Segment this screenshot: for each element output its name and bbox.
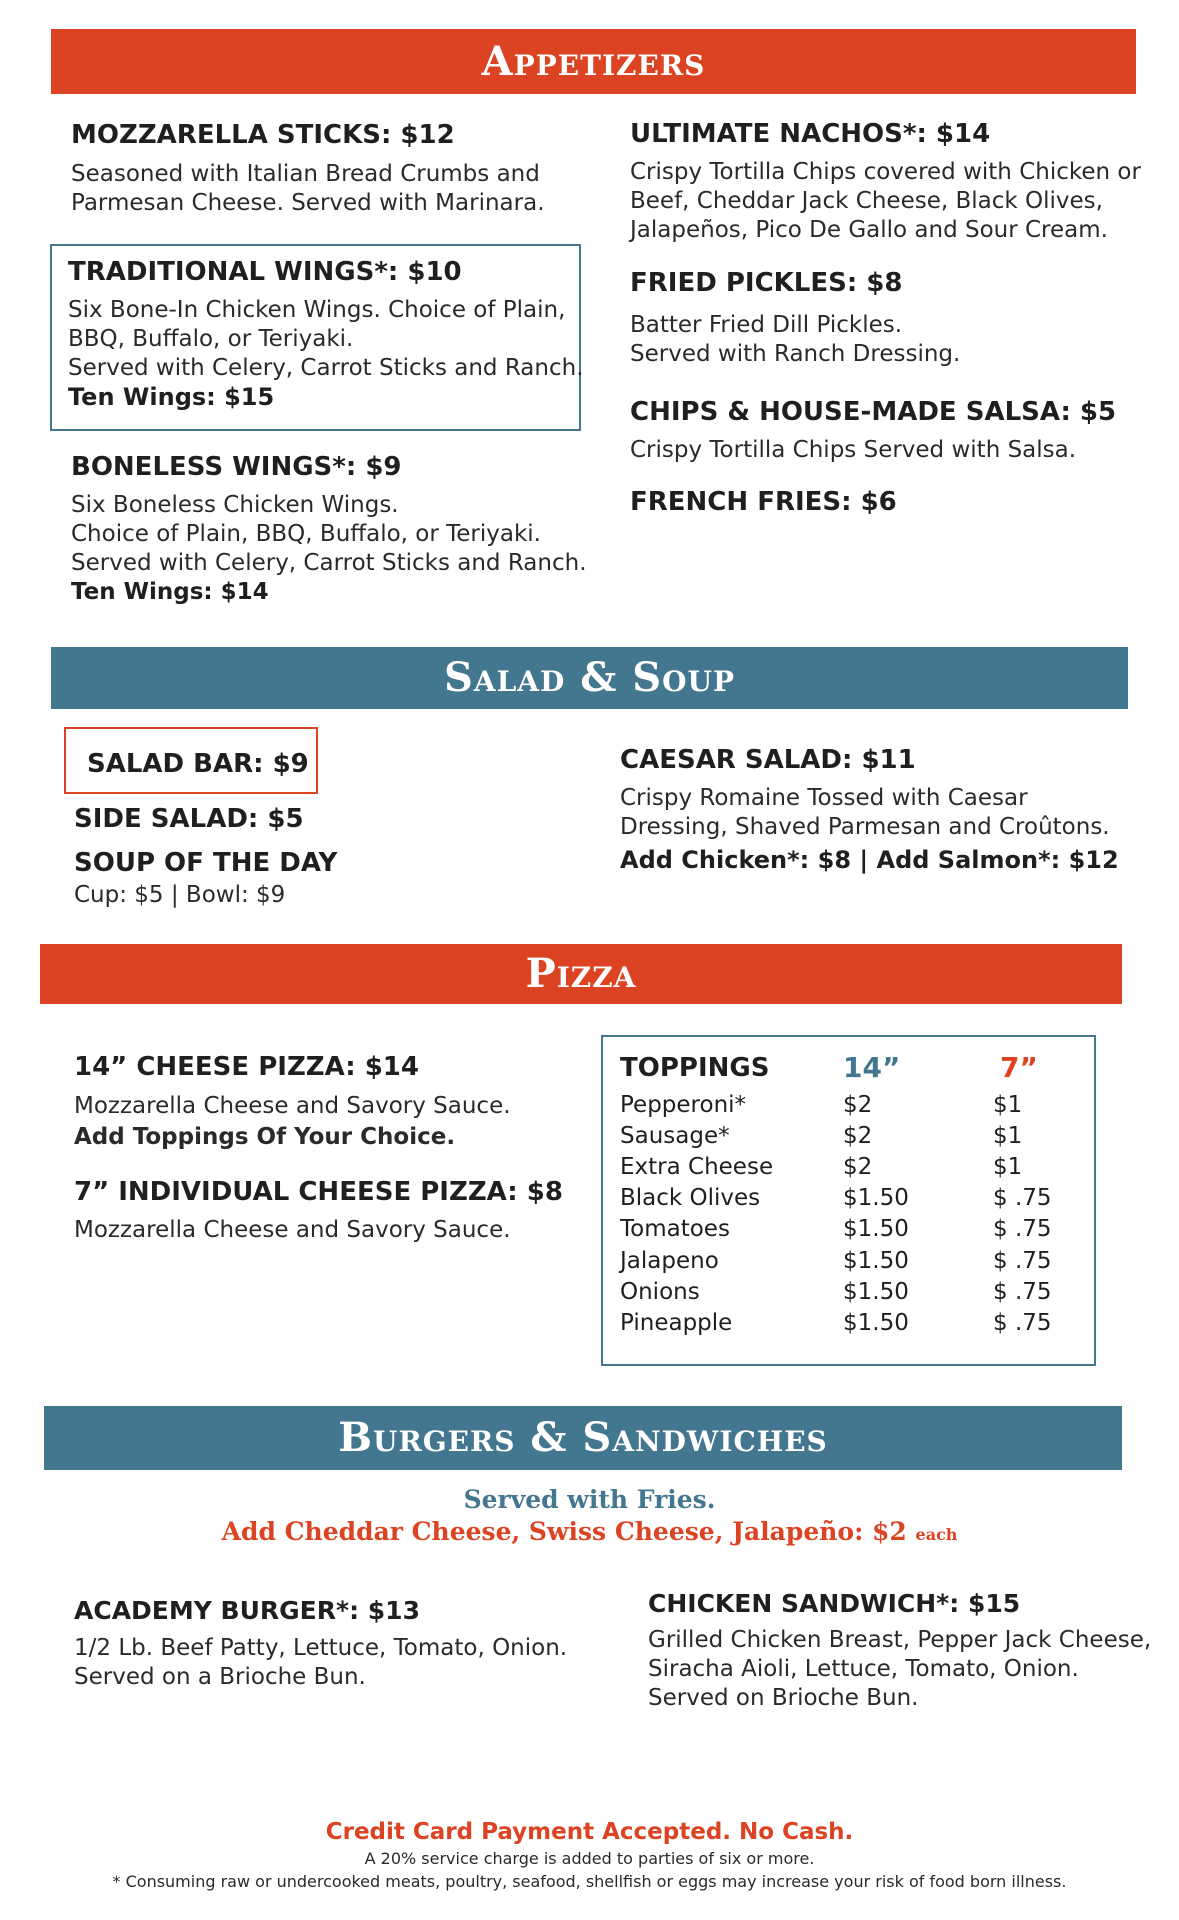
topping-name: Jalapeno	[620, 1248, 719, 1274]
topping-name: Black Olives	[620, 1185, 761, 1211]
cheese7-desc	[74, 1216, 511, 1245]
trad-wings-extra: Ten Wings: $15	[68, 383, 275, 411]
soup-title: SOUP OF THE DAY	[74, 848, 338, 878]
topping-name: Sausage*	[620, 1123, 730, 1149]
mozzarella-title: MOZZARELLA STICKS: $12	[71, 120, 455, 150]
payment-note: Credit Card Payment Accepted. No Cash.	[325, 1819, 854, 1845]
desc-line: Served on Brioche Bun.	[648, 1685, 919, 1711]
nachos-title: ULTIMATE NACHOS*: $14	[630, 119, 991, 149]
topping-name: Tomatoes	[620, 1216, 730, 1242]
mozzarella-desc	[71, 160, 545, 218]
chicken-title: CHICKEN SANDWICH*: $15	[648, 1589, 1021, 1618]
toppings-col-14: 14”	[843, 1051, 901, 1084]
salad-bar-title: SALAD BAR: $9	[87, 749, 309, 779]
topping-name: Extra Cheese	[620, 1154, 774, 1180]
academy-desc	[74, 1634, 567, 1692]
topping-price-14: $2	[843, 1123, 873, 1149]
desc-line: Crispy Tortilla Chips Served with Salsa.	[630, 437, 1077, 463]
topping-price-7: $1	[993, 1154, 1023, 1180]
topping-price-7: $ .75	[993, 1185, 1052, 1211]
desc-line: Parmesan Cheese. Served with Marinara.	[71, 190, 545, 216]
topping-price-14: $1.50	[843, 1185, 909, 1211]
topping-price-7: $ .75	[993, 1279, 1052, 1305]
boneless-extra: Ten Wings: $14	[71, 579, 269, 605]
topping-price-7: $ .75	[993, 1216, 1052, 1242]
burgers-heading: Burgers & Sandwiches	[338, 1414, 828, 1461]
topping-price-7: $1	[993, 1092, 1023, 1118]
desc-line: Grilled Chicken Breast, Pepper Jack Cheese,	[648, 1627, 1152, 1653]
desc-line: Six Bone-In Chicken Wings. Choice of Plain,	[68, 297, 566, 323]
desc-line: Beef, Cheddar Jack Cheese, Black Olives,	[630, 188, 1103, 214]
desc-line: Batter Fried Dill Pickles.	[630, 312, 903, 338]
chips-desc	[630, 436, 1076, 465]
desc-line: BBQ, Buffalo, or Teriyaki.	[68, 326, 354, 352]
boneless-desc	[71, 491, 587, 607]
side-salad-title: SIDE SALAD: $5	[74, 804, 304, 834]
desc-line: Served with Celery, Carrot Sticks and Ranch.	[68, 355, 584, 381]
topping-price-14: $2	[843, 1154, 873, 1180]
soup-desc	[74, 881, 285, 910]
desc-line: Siracha Aioli, Lettuce, Tomato, Onion.	[648, 1656, 1079, 1682]
toppings-col-7: 7”	[1000, 1051, 1038, 1084]
boneless-title: BONELESS WINGS*: $9	[71, 452, 402, 482]
desc-line: 1/2 Lb. Beef Patty, Lettuce, Tomato, Onion.	[74, 1635, 568, 1661]
desc-line: Cup: $5 | Bowl: $9	[74, 882, 286, 908]
trad-wings-title: TRADITIONAL WINGS*: $10	[68, 257, 462, 287]
topping-price-14: $2	[843, 1092, 873, 1118]
topping-name: Onions	[620, 1279, 700, 1305]
desc-line: Served on a Brioche Bun.	[74, 1664, 366, 1690]
caesar-title: CAESAR SALAD: $11	[620, 745, 916, 775]
academy-title: ACADEMY BURGER*: $13	[74, 1596, 420, 1625]
cheese14-desc	[74, 1091, 511, 1153]
served-with-fries: Served with Fries.	[463, 1485, 716, 1514]
topping-name: Pepperoni*	[620, 1092, 747, 1118]
caesar-desc	[620, 784, 1119, 875]
desc-line: Choice of Plain, BBQ, Buffalo, or Teriyaki.	[71, 521, 541, 547]
appetizers-heading: Appetizers	[481, 38, 706, 85]
cheese14-title: 14” CHEESE PIZZA: $14	[74, 1052, 419, 1082]
topping-price-7: $ .75	[993, 1248, 1052, 1274]
topping-price-7: $1	[993, 1123, 1023, 1149]
chips-title: CHIPS & HOUSE-MADE SALSA: $5	[630, 397, 1117, 427]
pizza-banner	[40, 944, 1122, 1004]
topping-price-14: $1.50	[843, 1216, 909, 1242]
topping-price-7: $ .75	[993, 1310, 1052, 1336]
topping-price-14: $1.50	[843, 1310, 909, 1336]
service-charge-note: A 20% service charge is added to parties of six or more.	[364, 1849, 815, 1868]
burger-addons-each: each	[915, 1525, 958, 1544]
chicken-desc	[648, 1626, 1151, 1713]
raw-food-warning: * Consuming raw or undercooked meats, poultry, seafood, shellfish or eggs may increase your risk of food born illness.	[112, 1872, 1067, 1891]
pickles-desc	[630, 311, 960, 369]
topping-price-14: $1.50	[843, 1248, 909, 1274]
caesar-extra: Add Chicken*: $8 | Add Salmon*: $12	[620, 846, 1119, 874]
salad-soup-heading: Salad & Soup	[443, 654, 736, 701]
desc-line: Six Boneless Chicken Wings.	[71, 492, 399, 518]
toppings-header: TOPPINGS	[620, 1053, 770, 1083]
desc-line: Dressing, Shaved Parmesan and Croûtons.	[620, 814, 1110, 840]
desc-line: Add Toppings Of Your Choice.	[74, 1124, 456, 1150]
appetizers-banner	[51, 29, 1136, 94]
desc-line: Mozzarella Cheese and Savory Sauce.	[74, 1217, 511, 1243]
desc-line: Jalapeños, Pico De Gallo and Sour Cream.	[630, 217, 1108, 243]
burgers-banner	[44, 1406, 1122, 1470]
burger-addons	[0, 1517, 1179, 1546]
desc-line: Crispy Tortilla Chips covered with Chicken or	[630, 159, 1141, 185]
fries-title: FRENCH FRIES: $6	[630, 487, 897, 517]
pickles-title: FRIED PICKLES: $8	[630, 268, 903, 298]
nachos-desc	[630, 158, 1141, 245]
desc-line: Served with Ranch Dressing.	[630, 341, 961, 367]
topping-price-14: $1.50	[843, 1279, 909, 1305]
pizza-heading: Pizza	[525, 950, 637, 997]
desc-line: Crispy Romaine Tossed with Caesar	[620, 785, 1028, 811]
trad-wings-desc	[68, 296, 584, 412]
desc-line: Served with Celery, Carrot Sticks and Ranch.	[71, 550, 587, 576]
desc-line: Seasoned with Italian Bread Crumbs and	[71, 161, 540, 187]
desc-line: Mozzarella Cheese and Savory Sauce.	[74, 1093, 511, 1119]
salad-soup-banner	[51, 647, 1128, 709]
cheese7-title: 7” INDIVIDUAL CHEESE PIZZA: $8	[74, 1177, 563, 1207]
burger-addons-text: Add Cheddar Cheese, Swiss Cheese, Jalapeño: $2	[221, 1517, 907, 1546]
topping-name: Pineapple	[620, 1310, 733, 1336]
